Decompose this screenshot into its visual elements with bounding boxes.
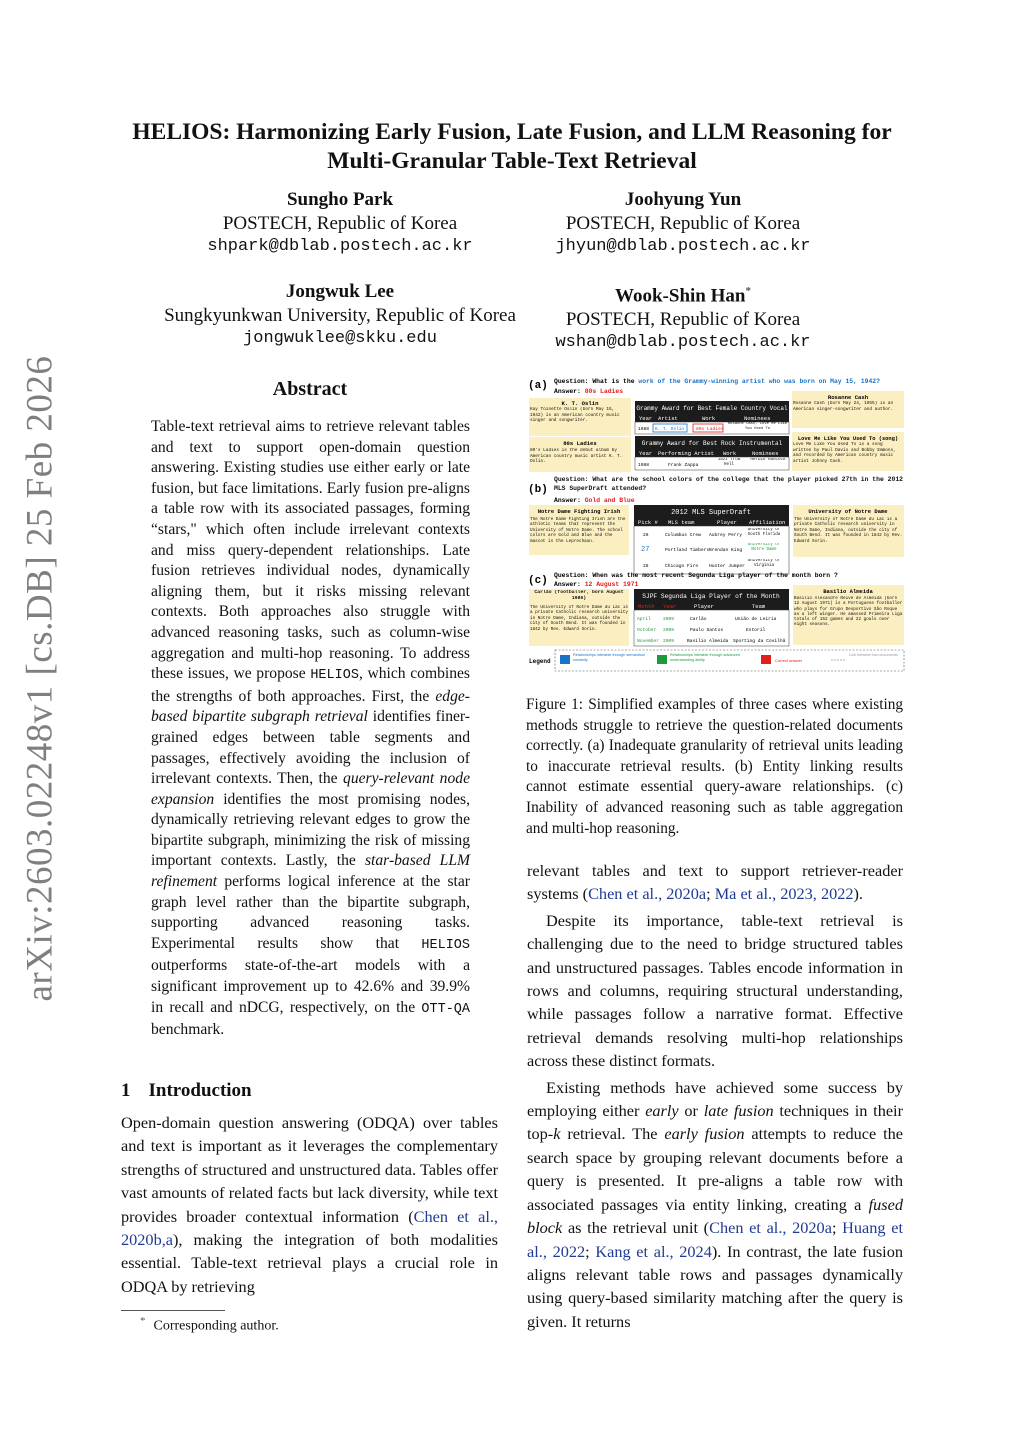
paragraph: Existing methods have achieved some success by employing either early or late fusion techniques in their top-k retrieval. The early fusion attempts to reduce the search space by grouping relevant documents before a query is presented. It pre-aligns a table row with associated passages via entity linking, creating a fused block as the retrieval unit (Chen et al., 2020a; Huang et al., 2022; Kang et al., 2024). In contrast, the late fusion aligns relevant table rows and passages dynamically using query-based similarity matching after the query is given. It returns — [527, 1077, 904, 1331]
table-header-cell: Player — [694, 603, 714, 610]
panel-b-answer: Answer: Gold and Blue — [554, 497, 635, 504]
author-block-3 — [140, 280, 540, 351]
table-title: Grammy Award for Best Female Country Vocal — [636, 405, 788, 412]
table-title: SJPF Segunda Liga Player of the Month — [642, 593, 780, 600]
table-title: 2012 MLS SuperDraft — [671, 509, 751, 517]
paragraph: relevant tables and text to support retriever-reader systems (Chen et al., 2020a; Ma et al., 2023, 2022). — [527, 861, 903, 904]
panel-b-question: Question: What are the school colors of the college that the player picked 27th in the 2012 MLS SuperDraft attended? — [554, 476, 903, 492]
table-header-cell: Year — [663, 603, 677, 610]
passage-text: The Notre Dame Fighting Irish are the athletic teams that represent the University of Notre Dame. The school colors are Gold and Blue and the mascot is the Leprechaun. — [530, 517, 626, 544]
citation-link[interactable]: Huang et al., 2022 — [527, 1218, 903, 1261]
author-affiliation: POSTECH, Republic of Korea — [565, 212, 801, 234]
table-header-cell: Player — [717, 519, 737, 526]
section-heading-introduction: 1 Introduction — [121, 1080, 252, 1101]
author-affiliation: POSTECH, Republic of Korea — [565, 308, 801, 330]
table-cell: Paulo Santos — [690, 628, 724, 633]
author-affiliation: POSTECH, Republic of Korea — [222, 212, 458, 234]
table-header-cell: Nominees — [744, 415, 771, 422]
passage-title: University of Notre Dame — [808, 508, 888, 515]
table-cell: Frank Zappa — [668, 463, 699, 468]
legend-item: Correct answer — [775, 658, 803, 663]
table-header-cell: Team — [752, 603, 766, 610]
footnote-divider — [121, 1310, 225, 1311]
table-cell: November — [637, 639, 660, 644]
corresponding-mark: * — [745, 285, 751, 297]
author-email[interactable]: wshan@dblab.postech.ac.kr — [555, 333, 811, 353]
table-header-cell: Work — [723, 450, 737, 457]
title-line-2: Multi-Granular Table-Text Retrieval — [327, 148, 697, 174]
passage-title: Carlão (footballer, born August 1986) — [534, 590, 624, 601]
abstract-text: Table-text retrieval aims to retrieve relevant tables and text to support open-domain question answering. Existing studies use either early or late fusion, but face limitations. Early fusion pre-aligns a table row with its associated passages, forming “stars," which often include irrelevant contexts and miss query-dependent relationships. Late fusion retrieves individual nodes, dynamically aligning them, but it risks missing relevant contexts. Both approaches also struggle with advanced reasoning tasks, such as column-wise aggregation and multi-hop reasoning. To address these issues, we propose HELIOS, which combines the strengths of both approaches. First, the edge-based bipartite subgraph retrieval identifies finer-grained edges between table segments and passages, effectively avoiding the inclusion of irrelevant contexts. Then, the query-relevant node expansion identifies the most promising nodes, dynamically retrieving relevant edges to grow the bipartite subgraph, minimizing the risk of missing important contexts. Lastly, the star-based LLM refinement performs logical inference at the star graph level rather than the bipartite subgraph, supporting advanced reasoning tasks. Experimental results show that HELIOS outperforms state-of-the-art models with a significant improvement up to 42.6% and 39.9% in recall and nDCG, respectively, on the OTT-QA benchmark. — [151, 418, 470, 1039]
passage-title: Rosanne Cash — [827, 394, 869, 401]
table-cell: Basilio Almeida — [687, 639, 729, 644]
citation-link[interactable]: Kang et al., 2024 — [595, 1241, 712, 1261]
arxiv-identifier: arXiv:2603.02248v1 [cs.DB] 25 Feb 2026 — [19, 355, 61, 1002]
legend-swatch-red — [761, 655, 771, 664]
table-cell: 2009 — [663, 628, 675, 633]
author-name: Jongwuk Lee — [285, 281, 395, 302]
table-cell: Brendan King — [709, 548, 743, 553]
table-header-cell: Year — [639, 415, 653, 422]
passage-text: Rosanne Cash (born May 24, 1955) is an American singer-songwriter and author. — [793, 401, 894, 412]
author-email[interactable]: jongwuklee@skku.edu — [243, 329, 437, 348]
panel-c-question: Question: When was the most recent Segunda Liga player of the month born ? — [554, 572, 838, 579]
table-header-cell: Work — [702, 415, 716, 422]
legend-swatch-blue — [560, 655, 570, 664]
passage-text: The University of Notre Dame du Lac is a private Catholic research university in Notre Dame, Indiana, outside the city of South Bend. It was founded in 1842 by Rev. Edward Sorin. — [794, 517, 903, 544]
passage-title: Notre Dame Fighting Irish — [537, 508, 621, 515]
table-cell: Portland Timbers — [665, 548, 710, 553]
table-header-cell: Nominees — [752, 450, 779, 457]
paragraph: Despite its importance, table-text retrieval is challenging due to the need to bridge structured tables and unstructured passages. Tables encode information in rows and columns, requiring structural understanding, while passages follow a narrative format. Effective retrieval demands resolving multi-hop relationships across these distinct formats. — [527, 910, 903, 1071]
panel-a-question: Question: What is the work of the Grammy-winning artist who was born on May 15, 1942? — [554, 378, 880, 385]
table-cell: Columbus Crew — [665, 533, 701, 538]
table-header-cell: Artist — [658, 415, 678, 422]
table-cell: 26 — [643, 533, 649, 538]
table-header-cell: Affiliation — [749, 519, 786, 526]
table-cell: Jazz from Hell — [717, 458, 741, 467]
citation-link[interactable]: Chen et al., 2020b,a — [121, 1206, 498, 1250]
table-cell: University of Notre Dame — [747, 543, 781, 552]
author-email[interactable]: jhyun@dblab.postech.ac.kr — [555, 237, 811, 256]
author-name: Wook-Shin Han* — [615, 285, 751, 307]
table-cell: Aubrey Perry — [709, 533, 743, 538]
citation-link[interactable]: Chen et al., 2020a — [588, 884, 707, 904]
abstract-heading: Abstract — [272, 378, 348, 400]
passage-text: Kay Toinette Oslin (born May 15, 1942) is an American country music singer and songwriter. — [530, 407, 620, 424]
passage-title: 80s Ladies — [563, 440, 597, 447]
author-block-1 — [170, 188, 510, 259]
table-cell: Sporting da Covilhã — [733, 639, 786, 644]
panel-c-label: (c) — [528, 575, 548, 587]
table-cell: K. T. Oslin — [655, 427, 684, 432]
author-block-2 — [513, 188, 853, 259]
table-cell: 1988 — [638, 463, 650, 468]
paper-title — [0, 118, 1024, 176]
figure-1 — [527, 374, 905, 672]
passage-text: Basilio Alexandre Neive de Almeida (born 12 August 1971) is a Portuguese footballer who plays for Grupo Desportivo São Roque as a left winger. He amassed Primeira Liga totals of 152 games and 22 goals over eight seasons. — [794, 596, 903, 628]
table-cell: October — [637, 628, 657, 633]
table-cell: 27 — [641, 546, 650, 554]
panel-b-label: (b) — [528, 484, 548, 496]
intro-paragraph: Open-domain question answering (ODQA) over tables and text is important as it leverages the complementary strengths of structured and unstructured data. Tables offer vast amounts of related facts but lack diversity, while text provides broader contextual information (Chen et al., 2020b,a), making the integration of both modalities essential. Table-text retrieval plays a crucial role in ODQA by retrieving — [121, 1113, 498, 1296]
passage-title: K. T. Oslin — [561, 400, 599, 407]
table-cell: Chicago Fire — [665, 564, 699, 569]
author-name: Sungho Park — [286, 189, 394, 210]
panel-c-answer: Answer: 12 August 1971 — [554, 581, 639, 588]
table-header-cell: Month — [638, 603, 655, 610]
passage-title: Basilio Almeida — [823, 588, 873, 595]
table-cell: Estoril — [746, 628, 766, 633]
right-column-text — [527, 859, 903, 1333]
legend-swatch-green — [657, 655, 667, 664]
table-cell: April — [637, 617, 651, 622]
author-block-4 — [513, 280, 853, 355]
citation-link[interactable]: Ma et al., 2023, 2022 — [714, 884, 854, 904]
table-cell: University of Virginia — [747, 559, 781, 568]
passage-text: Love Me Like You Used To is a song written by Paul Davis and Bobby Emmons, and recorded by American country music artist Johnny Cash. — [793, 442, 896, 464]
panel-a-label: (a) — [528, 380, 548, 392]
table-header-cell: Performing Artist — [658, 450, 715, 457]
table-cell: 80s Ladies — [696, 427, 724, 432]
passage-text: The University of Notre Dame du Lac is a private Catholic research university in Notre Dame, Indiana, outside the city of South Bend. It was founded in 1842 by Rev. Edward Sorin. — [530, 605, 628, 632]
table-cell: University of South Florida — [747, 528, 781, 537]
table-cell: Hunter Jumper — [709, 564, 745, 569]
title-line-1: HELIOS: Harmonizing Early Fusion, Late Fusion, and LLM Reasoning for — [132, 119, 892, 145]
table-cell: Rosanne Cash, Love Me Like You Used To — [727, 422, 788, 431]
table-cell: 1988 — [638, 427, 650, 432]
legend-item: Link between two documents — [849, 653, 898, 657]
table-cell: Carlão — [690, 617, 707, 622]
table-cell: 28 — [643, 564, 649, 569]
author-name: Joohyung Yun — [624, 189, 742, 210]
table-header-cell: Pick # — [638, 519, 658, 526]
passage-title: Love Me Like You Used To (song) — [797, 436, 899, 442]
footnote: * Corresponding author. — [140, 1315, 279, 1334]
table-cell: 2009 — [663, 617, 675, 622]
author-affiliation: Sungkyunkwan University, Republic of Korea — [164, 304, 516, 326]
figure-caption: Figure 1: Simplified examples of three cases where existing methods struggle to retrieve the question-related documents correctly. (a) Inadequate granularity of retrieval units leading to inaccurate retrieval results. (b) Entity linking results cannot estimate essential query-aware relationships. (c) Inability of advanced reasoning such as table aggregation and multi-hop reasoning. — [526, 696, 903, 837]
citation-link[interactable]: Chen et al., 2020a — [709, 1218, 832, 1238]
legend-label: Legend — [529, 658, 551, 665]
legend-item: Relationships inferable through semantical similarity — [573, 653, 645, 662]
table-cell: 2009 — [663, 639, 675, 644]
table-header-cell: Year — [639, 450, 653, 457]
author-email[interactable]: shpark@dblab.postech.ac.kr — [207, 237, 473, 256]
table-cell: Herbie Hancock — [750, 458, 786, 462]
legend-item: Relationships inferable through advanced understanding ability — [670, 653, 740, 662]
table-title: Grammy Award for Best Rock Instrumental — [641, 440, 783, 447]
table-cell: União de Leiria — [735, 617, 777, 622]
table-header-cell: MLS team — [668, 519, 695, 526]
passage-text: 80's Ladies is the debut album by American country music artist K. T. Oslin. — [530, 448, 623, 465]
panel-a-answer: Answer: 80s Ladies — [554, 388, 624, 395]
